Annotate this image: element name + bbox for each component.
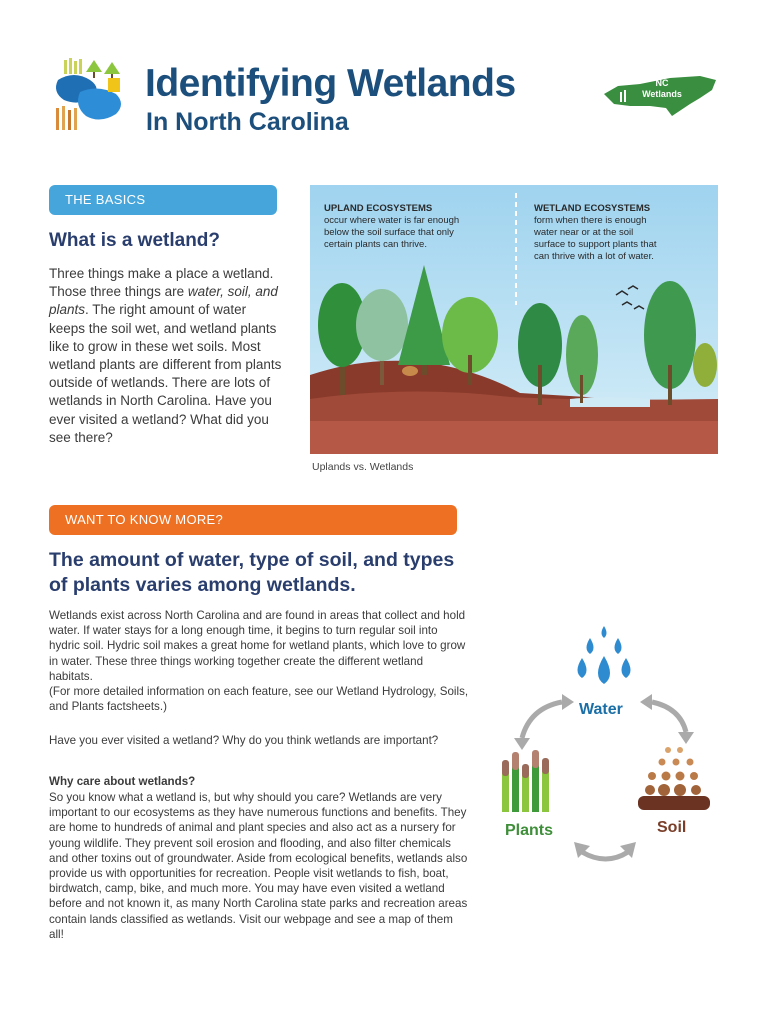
badge-line2: Wetlands bbox=[642, 89, 682, 99]
section-tag-want-to-know-more: WANT TO KNOW MORE? bbox=[49, 505, 457, 535]
wetland-line-1: form when there is enough bbox=[534, 215, 647, 226]
upland-line-2: below the soil surface that only bbox=[324, 227, 454, 238]
upland-line-1: occur where water is far enough bbox=[324, 215, 460, 226]
cycle-label-soil: Soil bbox=[657, 819, 687, 836]
upland-vs-wetland-illustration bbox=[310, 185, 718, 454]
paragraph-main: Wetlands exist across North Carolina and are found in areas that collect and hold water. If water stays for a long enough time, it begins to turn regular soil into hydric soil. Hydric soil makes a great home for wetland plants, which love to grow in water. These three things working together create the different wetland habitats. bbox=[49, 609, 466, 683]
wetlands-logo-icon bbox=[52, 58, 128, 132]
section-tag-basics: THE BASICS bbox=[49, 185, 277, 215]
illustration-caption: Uplands vs. Wetlands bbox=[312, 461, 414, 473]
wetland-title: WETLAND ECOSYSTEMS bbox=[534, 203, 651, 214]
badge-line1: NC bbox=[655, 78, 669, 88]
wetlands-exist-paragraph bbox=[49, 608, 469, 714]
section-heading-what-is-wetland: What is a wetland? bbox=[49, 230, 221, 251]
wetland-line-2: water near or at the soil bbox=[534, 227, 634, 238]
upland-title: UPLAND ECOSYSTEMS bbox=[324, 203, 433, 214]
soil-icon bbox=[638, 747, 710, 810]
cycle-label-plants: Plants bbox=[505, 822, 554, 839]
page-subtitle: In North Carolina bbox=[146, 108, 349, 136]
wetland-line-4: can thrive with a lot of water. bbox=[534, 251, 654, 262]
visited-question-paragraph: Have you ever visited a wetland? Why do you think wetlands are important? bbox=[49, 734, 439, 747]
why-care-heading: Why care about wetlands? bbox=[49, 775, 196, 788]
water-drops-icon bbox=[578, 626, 631, 684]
plants-icon bbox=[502, 750, 549, 812]
why-care-paragraph: So you know what a wetland is, but why should you care? Wetlands are very important to our ecosystems as they have numerous functions and benefits. They are home to hundreds of animal and plant species and also act as a nursery for young wildlife. They prevent soil erosion and flooding, and also filter chemicals and other toxins out of groundwater. Aside from ecological benefits, wetlands also provide us with opportunities for recreation. People visit wetlands to fish, boat, birdwatch, camp, bike, and much more. You may have even visited a wetland before and not known it, as many North Carolina state parks and recreation areas contain lands classified as wetlands. Visit our webpage and see a map of them all! bbox=[49, 791, 468, 941]
basics-paragraph: Three things make a place a wetland. Those three things are water, soil, and plants. The right amount of water keeps the soil wet, and wetland plants like to grow in these wet soils. Most wetland plants are different from plants outside of wetlands. There are lots of wetlands in North Carolina. Have you ever visited a wetland? What did you see there? bbox=[49, 266, 282, 445]
cycle-label-water: Water bbox=[579, 701, 623, 718]
upland-line-3: certain plants can thrive. bbox=[324, 239, 427, 250]
nc-wetlands-badge bbox=[600, 72, 720, 118]
wetland-line-3: surface to support plants that bbox=[534, 239, 657, 250]
section-heading-variation: The amount of water, type of soil, and types of plants varies among wetlands. bbox=[49, 549, 455, 596]
paragraph-factsheets-note: (For more detailed information on each feature, see our Wetland Hydrology, Soils, and Plants factsheets.) bbox=[49, 685, 469, 714]
deer-icon bbox=[402, 366, 418, 376]
page-title: Identifying Wetlands bbox=[145, 62, 516, 105]
